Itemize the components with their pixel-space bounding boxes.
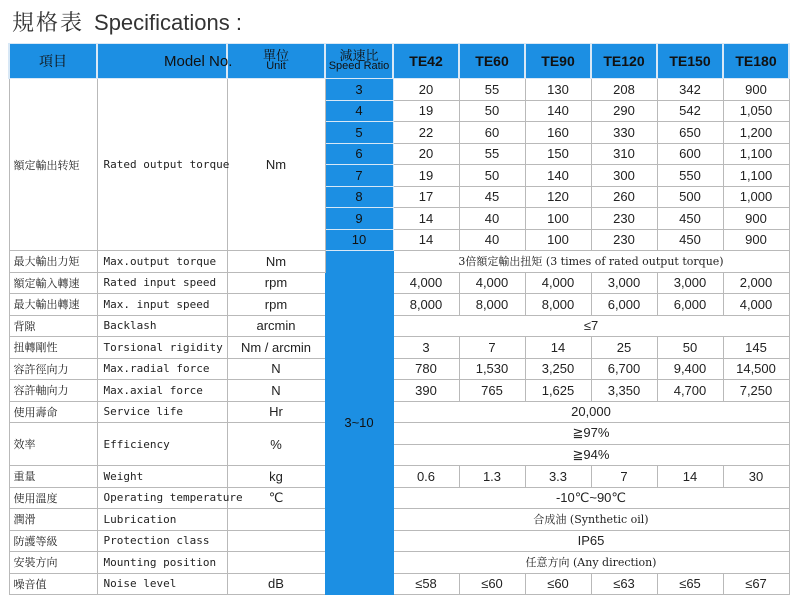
lubrication-zh: 潤滑 <box>9 509 97 531</box>
value-cell: 780 <box>393 358 459 380</box>
value-cell: 450 <box>657 208 723 230</box>
value-cell: 20 <box>393 79 459 101</box>
header-unit-zh: 單位 <box>262 48 289 63</box>
value-cell: 50 <box>459 165 525 187</box>
value-cell: 310 <box>591 143 657 165</box>
value-cell: 7 <box>591 466 657 488</box>
table-row <box>9 251 789 273</box>
value-cell: 550 <box>657 165 723 187</box>
protection-zh: 防護等級 <box>9 530 97 552</box>
weight-zh: 重量 <box>9 466 97 488</box>
value-cell: 300 <box>591 165 657 187</box>
value-cell: 3,250 <box>525 358 591 380</box>
life-unit: Hr <box>227 401 325 423</box>
value-cell: 450 <box>657 229 723 251</box>
lubrication-en: Lubrication <box>97 509 227 531</box>
header-model-te42: TE42 <box>393 44 459 79</box>
axial-en: Max.axial force <box>97 380 227 402</box>
value-cell: 25 <box>591 337 657 359</box>
protection-value: IP65 <box>393 530 789 552</box>
axial-zh: 容許軸向力 <box>9 380 97 402</box>
value-cell: 6,000 <box>657 294 723 316</box>
page-title <box>12 6 242 36</box>
table-row <box>9 337 789 359</box>
value-cell: 4,000 <box>459 272 525 294</box>
value-cell: 900 <box>723 229 789 251</box>
ratio-cell: 10 <box>325 229 393 251</box>
life-value: 20,000 <box>393 401 789 423</box>
value-cell: 230 <box>591 208 657 230</box>
mounting-value: 任意方向 (Any direction) <box>393 552 789 574</box>
value-cell: ≤63 <box>591 573 657 595</box>
value-cell: 7,250 <box>723 380 789 402</box>
temperature-value: -10℃~90℃ <box>393 487 789 509</box>
value-cell: 4,700 <box>657 380 723 402</box>
value-cell: 2,000 <box>723 272 789 294</box>
life-zh: 使用壽命 <box>9 401 97 423</box>
value-cell: ≤67 <box>723 573 789 595</box>
header-ratio-en: Speed Ratio <box>328 60 390 72</box>
value-cell: 40 <box>459 229 525 251</box>
backlash-unit: arcmin <box>227 315 325 337</box>
radial-unit: N <box>227 358 325 380</box>
value-cell: 500 <box>657 186 723 208</box>
header-model-te180: TE180 <box>723 44 789 79</box>
value-cell: 650 <box>657 122 723 144</box>
efficiency-value-1: ≧97% <box>393 423 789 445</box>
value-cell: 100 <box>525 229 591 251</box>
value-cell: 8,000 <box>393 294 459 316</box>
efficiency-value-2: ≧94% <box>393 444 789 466</box>
value-cell: 6,700 <box>591 358 657 380</box>
value-cell: 30 <box>723 466 789 488</box>
value-cell: 600 <box>657 143 723 165</box>
max-torque-zh: 最大輸出力矩 <box>9 251 97 273</box>
value-cell: 0.6 <box>393 466 459 488</box>
value-cell: 342 <box>657 79 723 101</box>
ratio-cell: 3 <box>325 79 393 101</box>
value-cell: 3.3 <box>525 466 591 488</box>
max-torque-en: Max.output torque <box>97 251 227 273</box>
value-cell: 1.3 <box>459 466 525 488</box>
header-row <box>9 44 789 79</box>
ratio-cell: 8 <box>325 186 393 208</box>
weight-unit: kg <box>227 466 325 488</box>
value-cell: 14 <box>657 466 723 488</box>
value-cell: 14 <box>393 229 459 251</box>
table-row <box>9 380 789 402</box>
ratio-cell: 6 <box>325 143 393 165</box>
noise-en: Noise level <box>97 573 227 595</box>
torsional-unit: Nm / arcmin <box>227 337 325 359</box>
life-en: Service life <box>97 401 227 423</box>
value-cell: 900 <box>723 208 789 230</box>
max-torque-unit: Nm <box>227 251 325 273</box>
value-cell: 230 <box>591 229 657 251</box>
value-cell: ≤60 <box>459 573 525 595</box>
backlash-value: ≤7 <box>393 315 789 337</box>
value-cell: 1,000 <box>723 186 789 208</box>
backlash-en: Backlash <box>97 315 227 337</box>
header-model-te60: TE60 <box>459 44 525 79</box>
radial-zh: 容許徑向力 <box>9 358 97 380</box>
value-cell: 17 <box>393 186 459 208</box>
value-cell: 20 <box>393 143 459 165</box>
title-zh: 規格表 <box>12 11 85 36</box>
value-cell: 150 <box>525 143 591 165</box>
rated-speed-en: Rated input speed <box>97 272 227 294</box>
table-row <box>9 358 789 380</box>
value-cell: 1,100 <box>723 143 789 165</box>
table-row <box>9 573 789 595</box>
value-cell: 4,000 <box>393 272 459 294</box>
rated-torque-unit: Nm <box>227 79 325 251</box>
value-cell: 140 <box>525 165 591 187</box>
temperature-unit: ℃ <box>227 487 325 509</box>
value-cell: 19 <box>393 100 459 122</box>
max-torque-value: 3倍額定輸出扭矩 (3 times of rated output torque) <box>393 251 789 273</box>
header-item: 項目 <box>9 44 97 79</box>
value-cell: 290 <box>591 100 657 122</box>
value-cell: 60 <box>459 122 525 144</box>
rated-torque-en: Rated output torque <box>97 79 227 251</box>
value-cell: 3,350 <box>591 380 657 402</box>
torsional-zh: 扭轉剛性 <box>9 337 97 359</box>
value-cell: 55 <box>459 79 525 101</box>
ratio-cell: 9 <box>325 208 393 230</box>
table-row <box>9 401 789 423</box>
noise-zh: 噪音值 <box>9 573 97 595</box>
value-cell: 3,000 <box>657 272 723 294</box>
efficiency-unit: % <box>227 423 325 466</box>
table-row <box>9 294 789 316</box>
efficiency-zh: 效率 <box>9 423 97 466</box>
value-cell: 7 <box>459 337 525 359</box>
mounting-en: Mounting position <box>97 552 227 574</box>
header-model: Model No. <box>97 44 227 79</box>
value-cell: 130 <box>525 79 591 101</box>
value-cell: 50 <box>459 100 525 122</box>
header-unit <box>227 44 325 79</box>
max-speed-zh: 最大輸出轉速 <box>9 294 97 316</box>
table-row <box>9 552 789 574</box>
value-cell: 40 <box>459 208 525 230</box>
value-cell: ≤65 <box>657 573 723 595</box>
value-cell: 1,050 <box>723 100 789 122</box>
max-speed-unit: rpm <box>227 294 325 316</box>
max-speed-en: Max. input speed <box>97 294 227 316</box>
value-cell: 390 <box>393 380 459 402</box>
value-cell: 14,500 <box>723 358 789 380</box>
value-cell: 160 <box>525 122 591 144</box>
protection-en: Protection class <box>97 530 227 552</box>
value-cell: 4,000 <box>723 294 789 316</box>
temperature-zh: 使用溫度 <box>9 487 97 509</box>
efficiency-en: Efficiency <box>97 423 227 466</box>
spec-table <box>8 43 790 595</box>
value-cell: 3,000 <box>591 272 657 294</box>
value-cell: 145 <box>723 337 789 359</box>
value-cell: 8,000 <box>459 294 525 316</box>
value-cell: 542 <box>657 100 723 122</box>
value-cell: 765 <box>459 380 525 402</box>
common-ratio-cell: 3~10 <box>325 251 393 595</box>
value-cell: 900 <box>723 79 789 101</box>
table-row <box>9 423 789 445</box>
radial-en: Max.radial force <box>97 358 227 380</box>
backlash-zh: 背隙 <box>9 315 97 337</box>
value-cell: 4,000 <box>525 272 591 294</box>
protection-unit <box>227 530 325 552</box>
title-en: Specifications : <box>94 10 242 35</box>
value-cell: 1,530 <box>459 358 525 380</box>
value-cell: 14 <box>393 208 459 230</box>
table-row <box>9 79 789 101</box>
value-cell: 3 <box>393 337 459 359</box>
torsional-en: Torsional rigidity <box>97 337 227 359</box>
mounting-unit <box>227 552 325 574</box>
header-ratio <box>325 44 393 79</box>
value-cell: 120 <box>525 186 591 208</box>
value-cell: 208 <box>591 79 657 101</box>
value-cell: 1,200 <box>723 122 789 144</box>
lubrication-value: 合成油 (Synthetic oil) <box>393 509 789 531</box>
rated-speed-unit: rpm <box>227 272 325 294</box>
table-row <box>9 530 789 552</box>
value-cell: 1,625 <box>525 380 591 402</box>
header-model-te90: TE90 <box>525 44 591 79</box>
table-row <box>9 315 789 337</box>
rated-torque-zh: 額定輸出转矩 <box>9 79 97 251</box>
temperature-en: Operating temperature <box>97 487 227 509</box>
lubrication-unit <box>227 509 325 531</box>
mounting-zh: 安裝方向 <box>9 552 97 574</box>
header-ratio-zh: 減速比 <box>339 48 379 63</box>
ratio-cell: 5 <box>325 122 393 144</box>
value-cell: 140 <box>525 100 591 122</box>
value-cell: 9,400 <box>657 358 723 380</box>
table-row <box>9 487 789 509</box>
header-model-te150: TE150 <box>657 44 723 79</box>
header-unit-en: Unit <box>266 60 286 72</box>
value-cell: 45 <box>459 186 525 208</box>
noise-unit: dB <box>227 573 325 595</box>
ratio-cell: 4 <box>325 100 393 122</box>
table-row <box>9 509 789 531</box>
value-cell: ≤60 <box>525 573 591 595</box>
header-model-te120: TE120 <box>591 44 657 79</box>
value-cell: 55 <box>459 143 525 165</box>
value-cell: 330 <box>591 122 657 144</box>
value-cell: 8,000 <box>525 294 591 316</box>
value-cell: 19 <box>393 165 459 187</box>
value-cell: ≤58 <box>393 573 459 595</box>
value-cell: 100 <box>525 208 591 230</box>
ratio-cell: 7 <box>325 165 393 187</box>
value-cell: 22 <box>393 122 459 144</box>
axial-unit: N <box>227 380 325 402</box>
table-row <box>9 466 789 488</box>
value-cell: 6,000 <box>591 294 657 316</box>
value-cell: 1,100 <box>723 165 789 187</box>
rated-speed-zh: 額定輸入轉速 <box>9 272 97 294</box>
table-row <box>9 272 789 294</box>
value-cell: 14 <box>525 337 591 359</box>
value-cell: 50 <box>657 337 723 359</box>
weight-en: Weight <box>97 466 227 488</box>
value-cell: 260 <box>591 186 657 208</box>
